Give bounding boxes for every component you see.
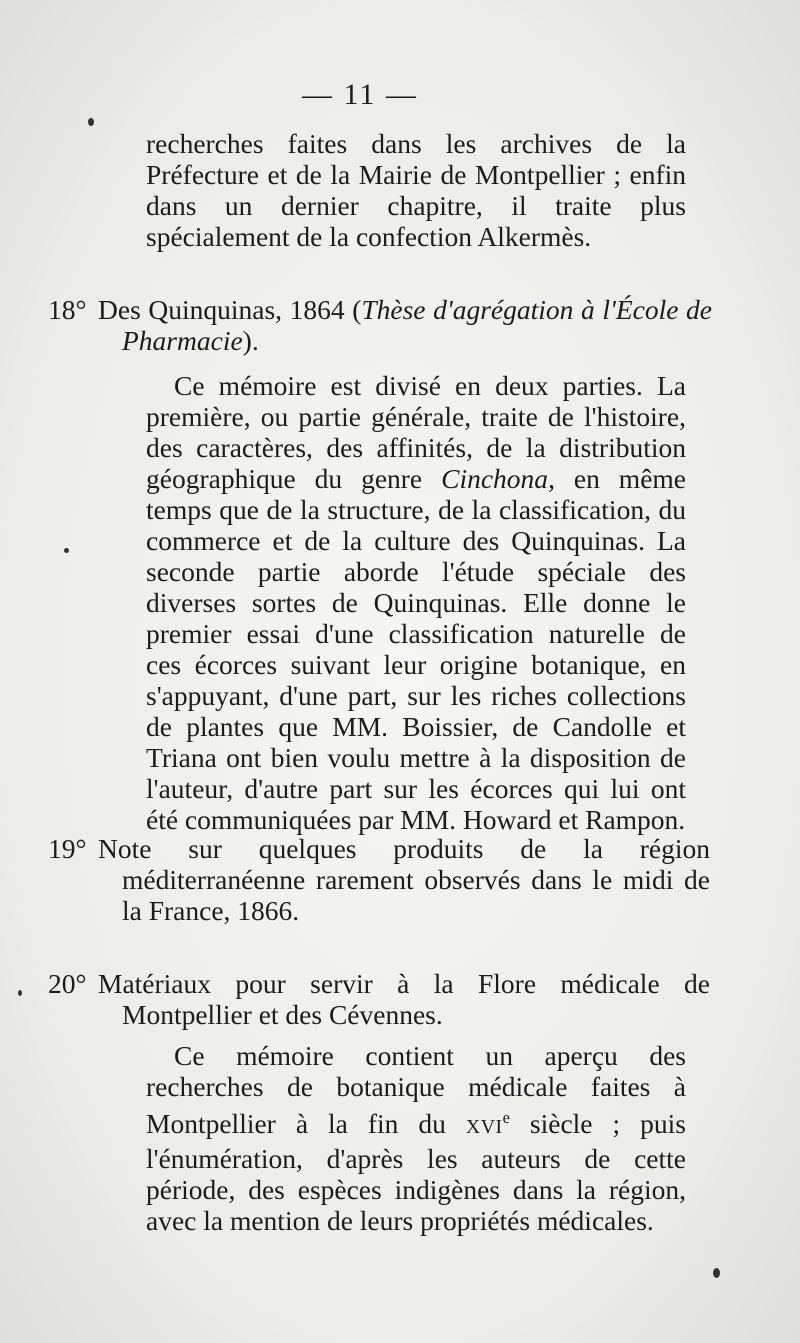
page-number: — 11 — <box>302 78 418 111</box>
thesis-title: Thèse d'agrégation à l'École de Pharmacie <box>122 294 712 356</box>
ink-speck <box>64 548 69 553</box>
paragraph-quinquinas: Ce mémoire est divisé en deux parties. La première, ou partie générale, traite de l'histoire, des caractères, des affinités, de la distribution géographique du genre Cinchona, en même temps que de la structure, de la classification, du commerce et de la culture des Quinquinas. La seconde partie aborde l'étude spéciale des diverses sortes de Quinquinas. Elle donne le premier essai d'une classification naturelle de ces écorces suivant leur origine botanique, en s'appuyant, d'une part, sur les riches collections de plantes que MM. Boissier, de Candolle et Triana ont bien voulu mettre à la disposition de l'auteur, d'autre part sur les écorces qui lui ont été communiquées par MM. Howard et Rampon. <box>146 370 686 835</box>
genus-name: Cinchona <box>441 463 549 494</box>
paragraph-intro: recherches faites dans les archives de la Préfecture et de la Mairie de Montpellier ; enfin dans un dernier chapitre, il traite plus spécialement de la confection Alkermès. <box>146 128 686 252</box>
ink-speck <box>88 118 94 126</box>
ink-speck <box>18 990 22 996</box>
entry-title: Des Quinquinas, 1864 (Thèse d'agrégation à l'École de Pharmacie). <box>98 294 712 356</box>
entry-number: 19° <box>48 833 87 864</box>
entry-number: 18° <box>48 294 87 325</box>
entry-title: Matériaux pour servir à la Flore médicale de Montpellier et des Cévennes. <box>98 968 710 1030</box>
ink-speck <box>713 1268 720 1278</box>
paragraph-flore: Ce mémoire contient un aperçu des recherches de botanique médicale faites à Montpellier à la fin du XVIe siècle ; puis l'énumération, d'après les auteurs de cette période, des espèces indigènes dans la région, avec la mention de leurs propriétés médicales. <box>146 1040 686 1237</box>
entry-title: Note sur quelques produits de la région méditerranéenne rarement observés dans le midi de la France, 1866. <box>98 833 710 926</box>
entry-number: 20° <box>48 968 87 999</box>
century-numeral: XVI <box>465 1116 503 1139</box>
